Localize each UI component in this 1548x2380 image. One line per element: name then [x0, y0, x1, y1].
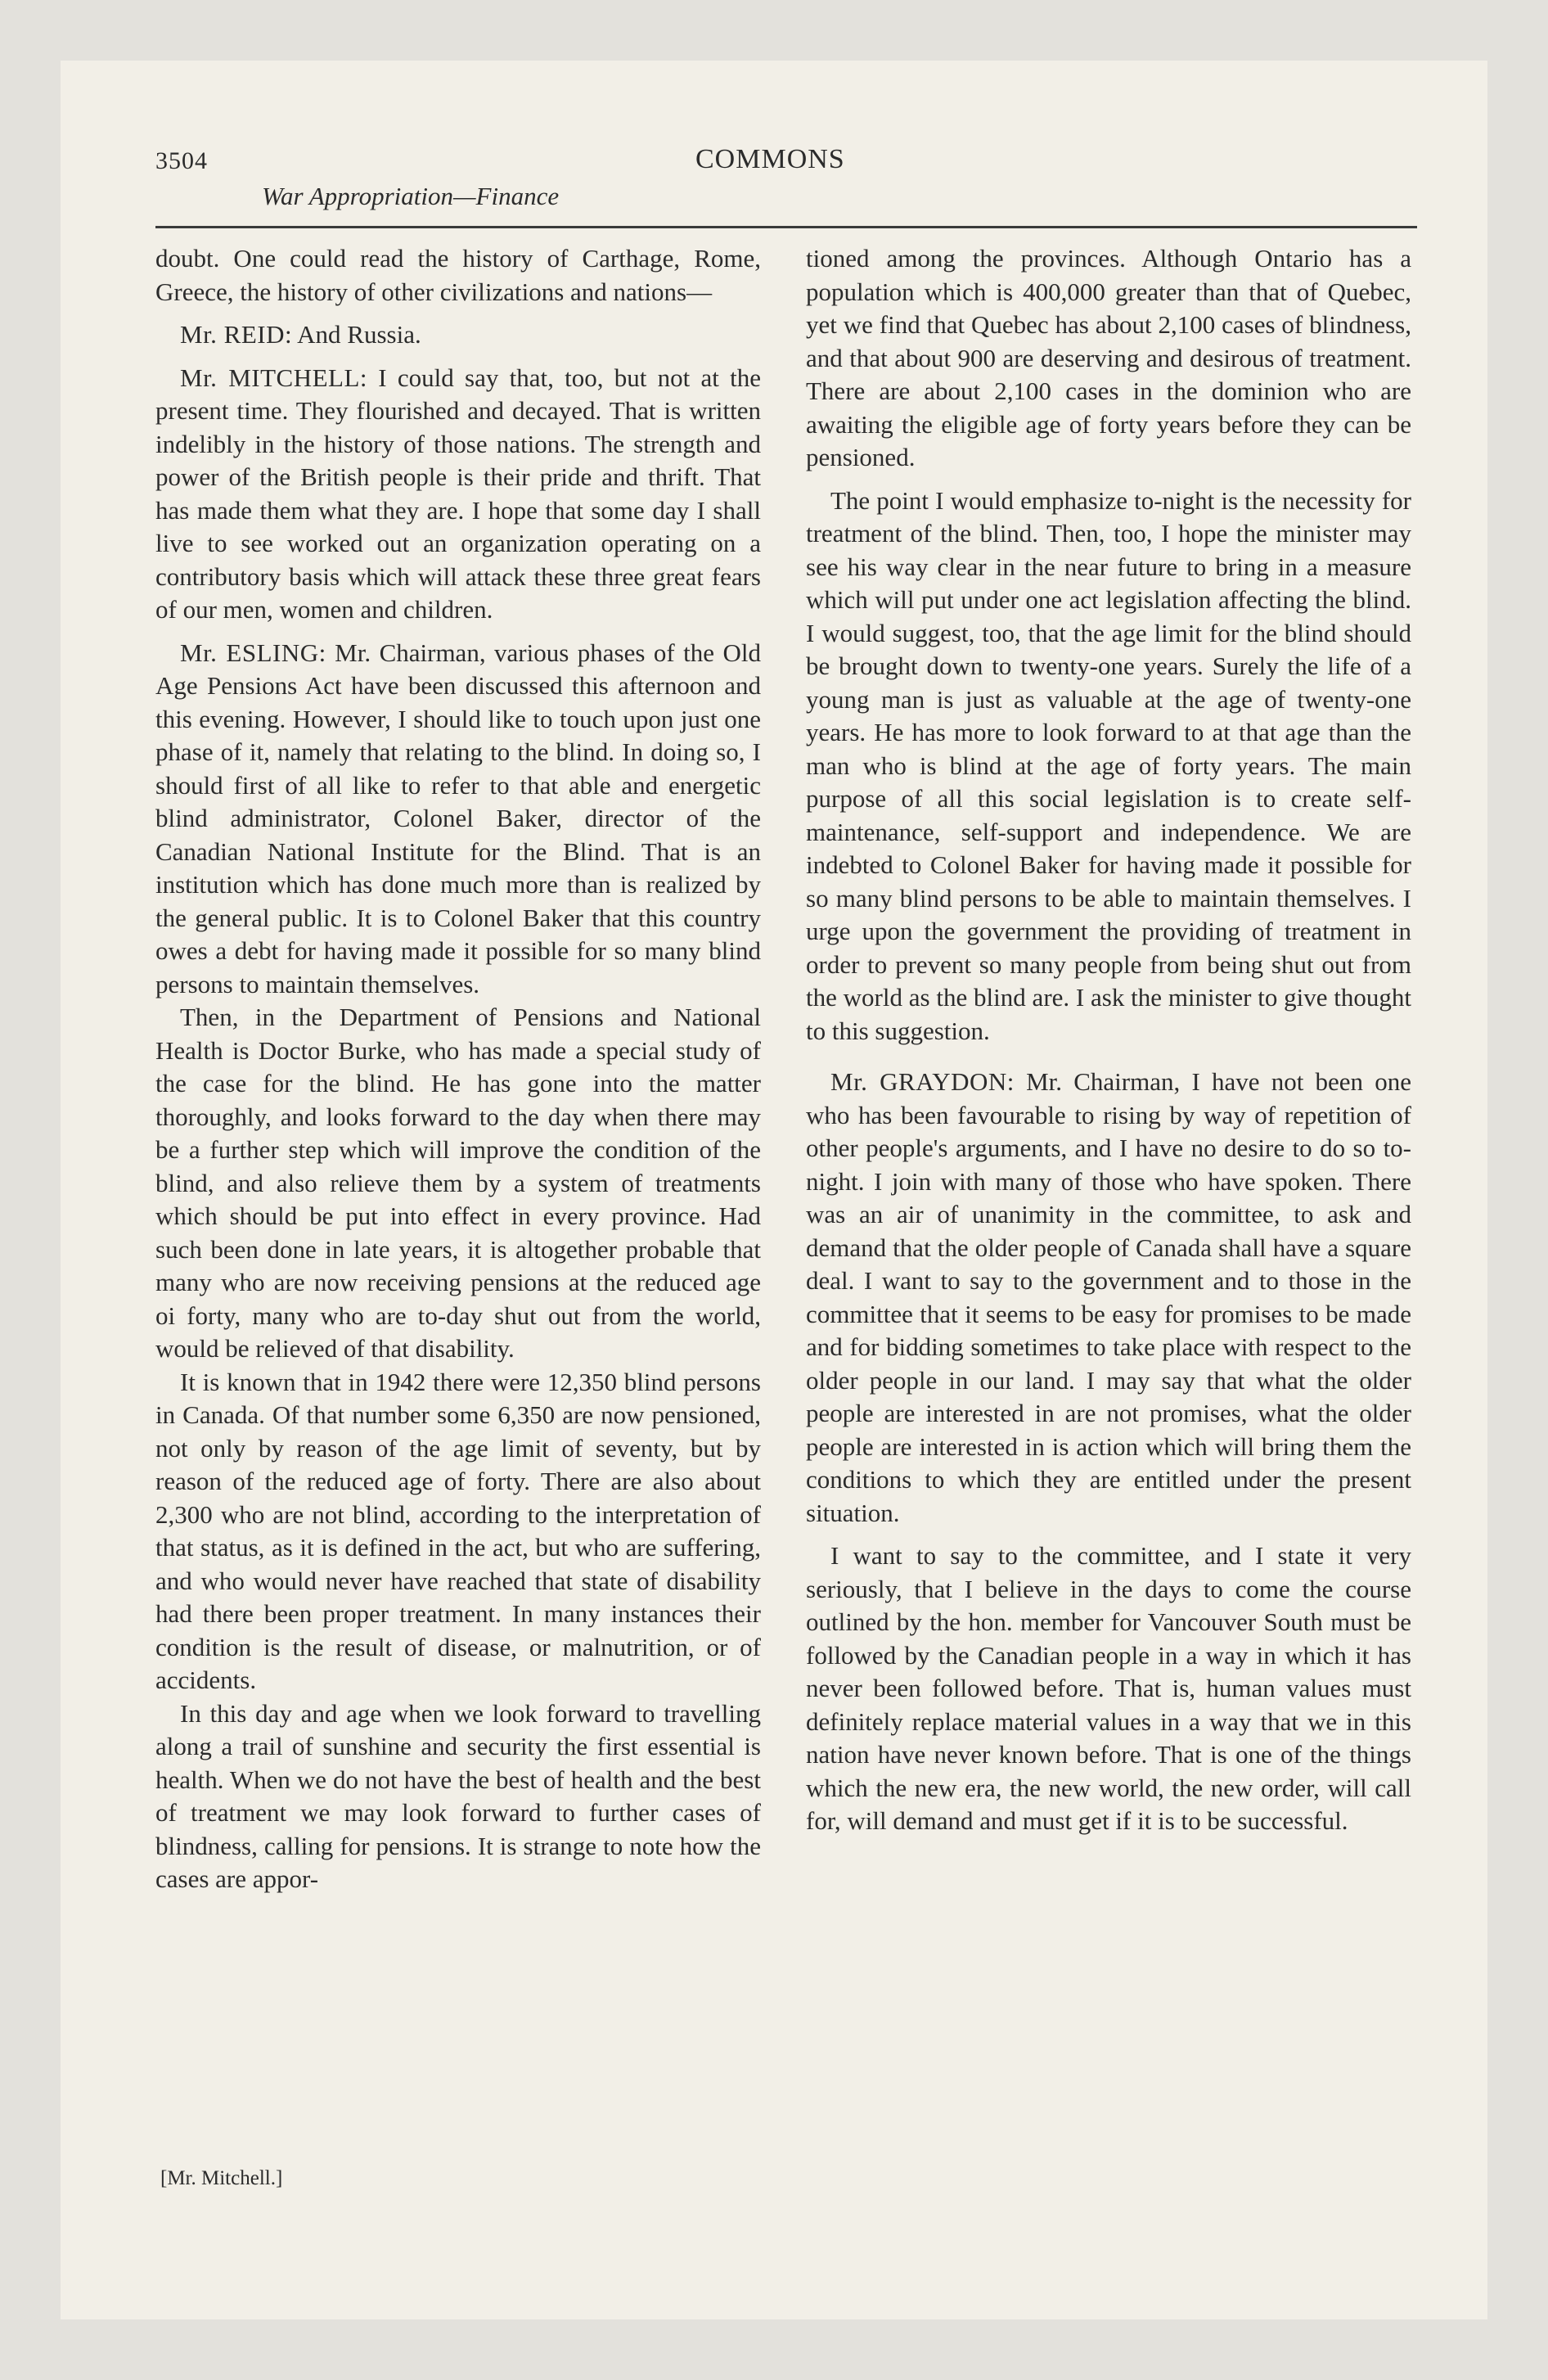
paragraph: In this day and age when we look forward to travelling along a trail of sunshine and security the first essential is health. When we do not have the best of health and the best of treatment we may look forward to further cases of blindness, calling for pensions. It is strange to note how the cases are appor-	[155, 1698, 761, 1893]
speaker-name: Mr. MITCHELL:	[180, 363, 368, 392]
paragraph: tioned among the provinces. Although Ontario has a population which is 400,000 greater than that of Quebec, yet we find that Quebec has about 2,100 cases of blindness, and that about 900 are deserving and desirous of treatment. There are about 2,100 cases in the dominion who are awaiting the eligible age of forty years before they can be pensioned.	[806, 244, 1411, 471]
header-rule	[155, 226, 1417, 228]
page-number: 3504	[155, 147, 208, 174]
speaker-attribution: [Mr. Mitchell.]	[160, 2167, 283, 2189]
running-head: COMMONS	[695, 144, 845, 174]
speech-paragraph	[155, 318, 761, 352]
section-title: War Appropriation—Finance	[262, 182, 560, 210]
speech-text: Mr. Chairman, I have not been one who has been favourable to rising by way of repetition of other people's arguments, and I have no desire to do so to-night. I join with many of those who have spoken. There was an air of unanimity in the committee, to ask and demand that the older people of Canada shall have a square deal. I want to say to the government and to those in the committee that it seems to be easy for promises to be made and for bidding sometimes to take place with respect to the older people in our land. I may say that what the older people are interested in are not promises, what the older people are interested in is action which will bring them the conditions to which they are entitled under the present situation.	[806, 1067, 1411, 1527]
speech-text: And Russia.	[292, 320, 421, 349]
speaker-name: Mr. REID:	[180, 320, 293, 349]
speaker-name: Mr. GRAYDON:	[830, 1067, 1015, 1096]
left-column	[155, 242, 761, 1896]
paragraph: The point I would emphasize to-night is the necessity for treatment of the blind. Then, too, I hope the minister may see his way clear in the near future to bring in a measure which will put under one act legislation affecting the blind. I would suggest, too, that the age limit for the blind should be brought down to twenty-one years. Surely the life of a young man is just as valuable at the age of twenty-one years. He has more to look forward to at that age than the man who is blind at the age of forty years. The main purpose of all this social legislation is to create self-maintenance, self-support and independence. We are indebted to Colonel Baker for having made it possible for so many blind persons to be able to maintain themselves. I urge upon the government the providing of treatment in order to prevent so many people from being shut out from the world as the blind are. I ask the minister to give thought to this suggestion.	[806, 485, 1411, 1045]
speech-text: I could say that, too, but not at the present time. They flourished and decayed. That is written indelibly in the history of those nations. The strength and power of the British people is their pride and thrift. That has made them what they are. I hope that some day I shall live to see worked out an organization operating on a contributory basis which will attack these three great fears of our men, women and children.	[155, 363, 761, 624]
speech-paragraph	[155, 637, 761, 1002]
paragraph: It is known that in 1942 there were 12,350 blind persons in Canada. Of that number some 6,350 are now pensioned, not only by reason of the age limit of seventy, but by reason of the reduced age of forty. There are also about 2,300 who are not blind, according to the interpretation of that status, as it is defined in the act, but who are suffering, and who would never have reached that state of disability had there been proper treatment. In many instances their condition is the result of disease, or malnutrition, or of accidents.	[155, 1367, 761, 1694]
paragraph: Then, in the Department of Pensions and National Health is Doctor Burke, who has made a special study of the case for the blind. He has gone into the matter thoroughly, and looks forward to the day when there may be a further step which will improve the condition of the blind, and also relieve them by a system of treatments which should be put into effect in every province. Had such been done in late years, it is altogether probable that many who are now receiving pensions at the reduced age oi forty, many who are to-day shut out from the world, would be relieved of that disability.	[155, 1003, 761, 1363]
speech-paragraph	[806, 1066, 1411, 1530]
right-column	[806, 242, 1411, 1838]
paragraph: I want to say to the committee, and I state it very seriously, that I believe in the days to come the course outlined by the hon. member for Vancouver South must be followed by the Canadian people in a way in which it has never been followed before. That is, human values must definitely replace material values in a way that we in this nation have never known before. That is one of the things which the new era, the new world, the new order, will call for, will demand and must get if it is to be successful.	[806, 1541, 1411, 1835]
speaker-name: Mr. ESLING:	[180, 638, 326, 667]
speech-text: Mr. Chairman, various phases of the Old Age Pensions Act have been discussed this afternoon and this evening. However, I should like to touch upon just one phase of it, namely that relating to the blind. In doing so, I should first of all like to refer to that able and energetic blind administrator, Colonel Baker, director of the Canadian National Institute for the Blind. That is an institution which has done much more than is realized by the general public. It is to Colonel Baker that this country owes a debt for having made it possible for so many blind persons to maintain themselves.	[155, 638, 761, 998]
paragraph: doubt. One could read the history of Carthage, Rome, Greece, the history of other civilizations and nations—	[155, 244, 761, 306]
speech-paragraph	[155, 362, 761, 627]
